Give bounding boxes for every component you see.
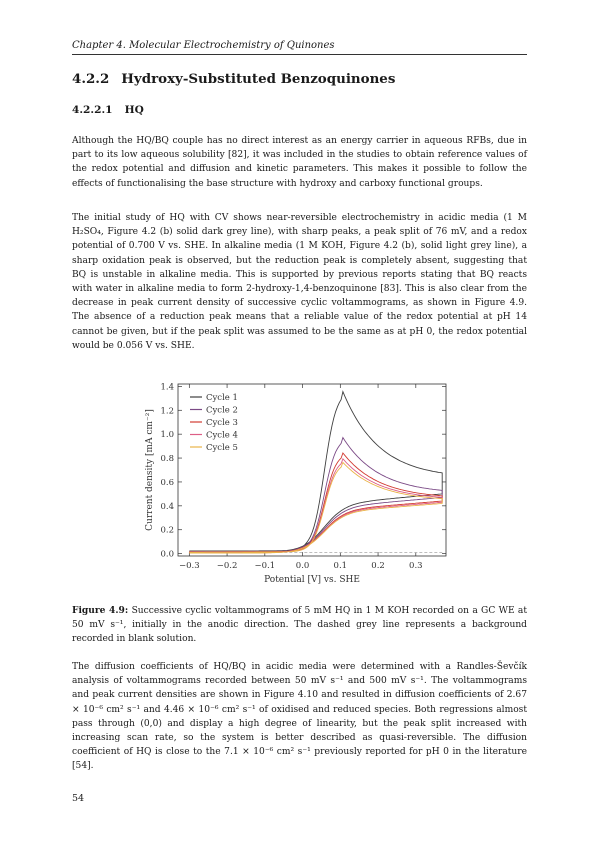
series-line-cycle-5 <box>189 462 442 553</box>
subsection-title-text: HQ <box>124 104 144 116</box>
page-number: 54 <box>72 793 85 804</box>
legend-label: Cycle 4 <box>206 430 238 441</box>
legend-label: Cycle 3 <box>206 418 238 428</box>
subsection-title <box>72 104 144 116</box>
y-tick-label: 1.0 <box>160 430 174 441</box>
x-tick-label: 0.1 <box>333 561 348 571</box>
paragraph-diffusion: The diffusion coefficients of HQ/BQ in acidic media were determined with a Randles-Ševčík analysis of voltammograms recorded between 50 mV s⁻¹ and 500 mV s⁻¹. The voltammograms and peak current densities are shown in Figure 4.10 and resulted in diffusion coefficients of 2.67 × 10⁻⁶ cm² s⁻¹ and 4.46 × 10⁻⁶ cm² s⁻¹ of oxidised and reduced species. Both regressions almost pass through (0,0) and display a high degree of linearity, but the peak split increased with increasing scan rate, so the system is better described as quasi-reversible. The diffusion coefficient of HQ is close to the 7.1 × 10⁻⁶ cm² s⁻¹ previously reported for pH 0 in the literature [54]. <box>72 662 527 772</box>
x-tick-label: −0.2 <box>216 561 238 571</box>
section-title-text: Hydroxy-Substituted Benzoquinones <box>121 71 396 87</box>
legend-label: Cycle 2 <box>206 405 238 416</box>
y-tick-label: 1.4 <box>160 382 174 393</box>
y-tick-label: 0.2 <box>160 525 174 536</box>
cv-chart <box>140 378 460 588</box>
subsection-number: 4.2.2.1 <box>72 104 113 116</box>
y-tick-label: 0.0 <box>160 549 174 560</box>
y-tick-label: 0.8 <box>160 454 174 465</box>
y-tick-label: 0.4 <box>160 501 174 512</box>
figure-label: Figure 4.9: <box>72 605 129 616</box>
legend-label: Cycle 1 <box>206 393 238 403</box>
figure-caption-text: Successive cyclic voltammograms of 5 mM HQ in 1 M KOH recorded on a GC WE at 50 mV s⁻¹, initially in the anodic direction. The dashed grey line represents a background recorded in blank solution. <box>72 606 527 645</box>
section-number: 4.2.2 <box>72 71 110 87</box>
y-tick-label: 1.2 <box>160 406 174 417</box>
legend-label: Cycle 5 <box>206 443 238 453</box>
x-tick-label: 0.2 <box>371 561 385 571</box>
paragraph-cv-study: The initial study of HQ with CV shows near-reversible electrochemistry in acidic media (1 M H₂SO₄, Figure 4.2 (b) solid dark grey line), with sharp peaks, a peak split of 76 mV, and a redox potential of 0.700 V vs. SHE. In alkaline media (1 M KOH, Figure 4.2 (b), solid light grey line), a sharp oxidation peak is observed, but the reduction peak is completely absent, suggesting that BQ is unstable in alkaline media. This is supported by previous reports stating that BQ reacts with water in alkaline media to form 2-hydroxy-1,4-benzoquinone [83]. This is also clear from the decrease in peak current density of successive cyclic voltammograms, as shown in Figure 4.9. The absence of a reduction peak means that a reliable value of the redox potential at pH 14 cannot be given, but if the peak split was assumed to be the same as at pH 0, the redox potential would be 0.056 V vs. SHE. <box>72 213 527 351</box>
x-axis-label: Potential [V] vs. SHE <box>264 575 360 585</box>
y-tick-label: 0.6 <box>160 477 174 488</box>
x-tick-label: −0.1 <box>254 561 276 571</box>
paragraph-intro: Although the HQ/BQ couple has no direct interest as an energy carrier in aqueous RFBs, due in part to its low aqueous solubility [82], it was included in the studies to obtain reference values of the redox potential and diffusion and kinetic parameters. This makes it possible to follow the effects of functionalising the base structure with hydroxy and carboxy functional groups. <box>72 136 527 189</box>
y-axis-label: Current density [mA cm⁻²] <box>145 409 155 531</box>
x-tick-label: 0.0 <box>295 561 310 571</box>
x-tick-label: 0.3 <box>409 561 423 571</box>
figure-caption <box>72 604 527 647</box>
section-title <box>72 71 395 87</box>
chapter-header: Chapter 4. Molecular Electrochemistry of Quinones <box>72 40 527 55</box>
x-tick-label: −0.3 <box>179 561 200 571</box>
